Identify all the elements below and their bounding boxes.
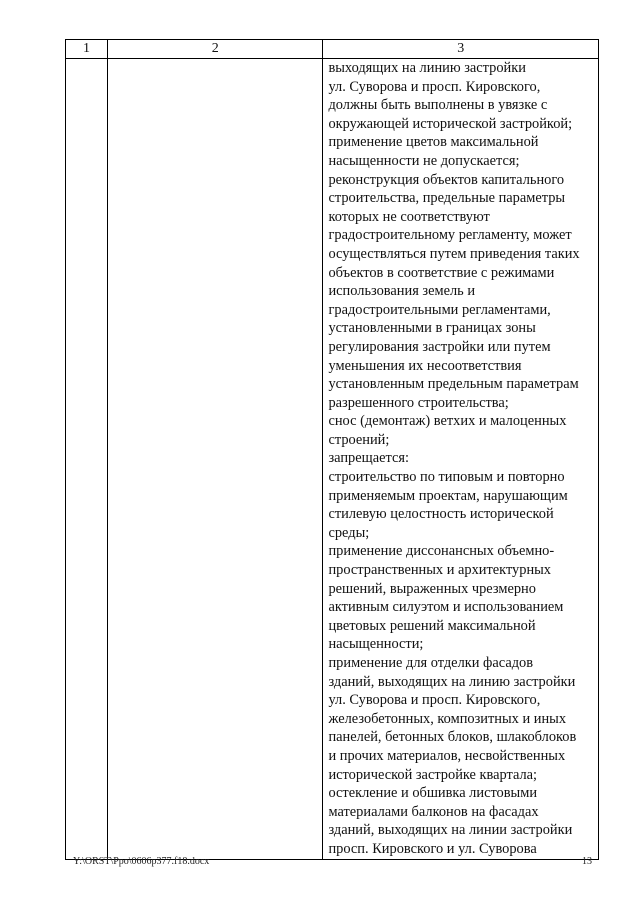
text-line: которых не соответствуют — [328, 208, 490, 225]
text-line: активным силуэтом и использованием — [328, 599, 564, 616]
table-row — [66, 59, 599, 860]
text-line: запрещается: — [328, 450, 409, 467]
text-line: строительство по типовым и повторно — [328, 469, 565, 486]
text-line: строительства, предельные параметры — [328, 190, 566, 207]
text-line: цветовых решений максимальной — [328, 617, 536, 634]
text-line: применение для отделки фасадов — [328, 655, 534, 671]
column-header-2: 2 — [108, 40, 323, 59]
text-line: железобетонных, композитных и иных — [328, 710, 567, 727]
page-number: 13 — [582, 856, 592, 867]
cell-col1 — [66, 59, 108, 860]
text-line: разрешенного строительства; — [328, 394, 509, 411]
text-line: стилевую целостность исторической — [328, 506, 554, 523]
column-header-1: 1 — [66, 40, 108, 59]
text-line: регулирования застройки или путем — [328, 338, 551, 355]
text-line: среды; — [328, 524, 370, 541]
footer-file-path: Y:\ORST\Ppo\0606p377.f18.docx — [73, 856, 210, 867]
text-line: строений; — [328, 431, 390, 448]
text-line: решений, выраженных чрезмерно — [328, 580, 536, 597]
document-table — [65, 39, 599, 860]
text-line: выходящих на линию застройки — [328, 60, 526, 76]
text-line: должны быть выполнены в увязке с — [328, 97, 548, 114]
text-line: применяемым проектам, нарушающим — [328, 487, 568, 504]
text-line: насыщенности; — [328, 636, 424, 653]
text-line: объектов в соответствие с режимами — [328, 264, 555, 281]
text-line: ул. Суворова и просп. Кировского, — [328, 692, 541, 709]
text-line: уменьшения их несоответствия — [328, 357, 522, 374]
text-line: зданий, выходящих на линию застройки — [328, 673, 576, 690]
text-line: градостроительному регламенту, может — [328, 227, 572, 244]
text-line: насыщенности не допускается; — [328, 152, 520, 169]
text-line: реконструкция объектов капитального — [328, 171, 565, 188]
cell-col2 — [108, 59, 323, 860]
text-line: применение диссонансных объемно- — [328, 543, 555, 560]
text-line: осуществляться путем приведения таких — [328, 245, 580, 262]
text-line: пространственных и архитектурных — [328, 562, 552, 579]
table-header-row — [66, 40, 599, 59]
text-line: градостроительными регламентами, — [328, 301, 551, 318]
text-line: материалами балконов на фасадах — [328, 803, 539, 820]
text-line: и прочих материалов, несвойственных — [328, 747, 566, 764]
cell-col3 — [323, 59, 599, 860]
text-line: окружающей исторической застройкой; — [328, 115, 573, 132]
text-line: применение цветов максимальной — [328, 134, 539, 151]
text-line: остекление и обшивка листовыми — [328, 785, 538, 802]
text-line: панелей, бетонных блоков, шлакоблоков — [328, 729, 577, 746]
text-line: снос (демонтаж) ветхих и малоценных — [328, 413, 567, 430]
text-line: ул. Суворова и просп. Кировского, — [328, 78, 541, 95]
text-line: зданий, выходящих на линии застройки — [328, 822, 573, 839]
text-line: исторической застройке квартала; — [328, 766, 538, 783]
text-line: просп. Кировского и ул. Суворова — [328, 840, 537, 857]
column-header-3: 3 — [323, 40, 599, 59]
text-line: использования земель и — [328, 283, 476, 300]
text-line: установленными в границах зоны — [328, 320, 536, 337]
cell-col3-text — [323, 59, 598, 859]
text-line: установленным предельным параметрам — [328, 376, 579, 393]
